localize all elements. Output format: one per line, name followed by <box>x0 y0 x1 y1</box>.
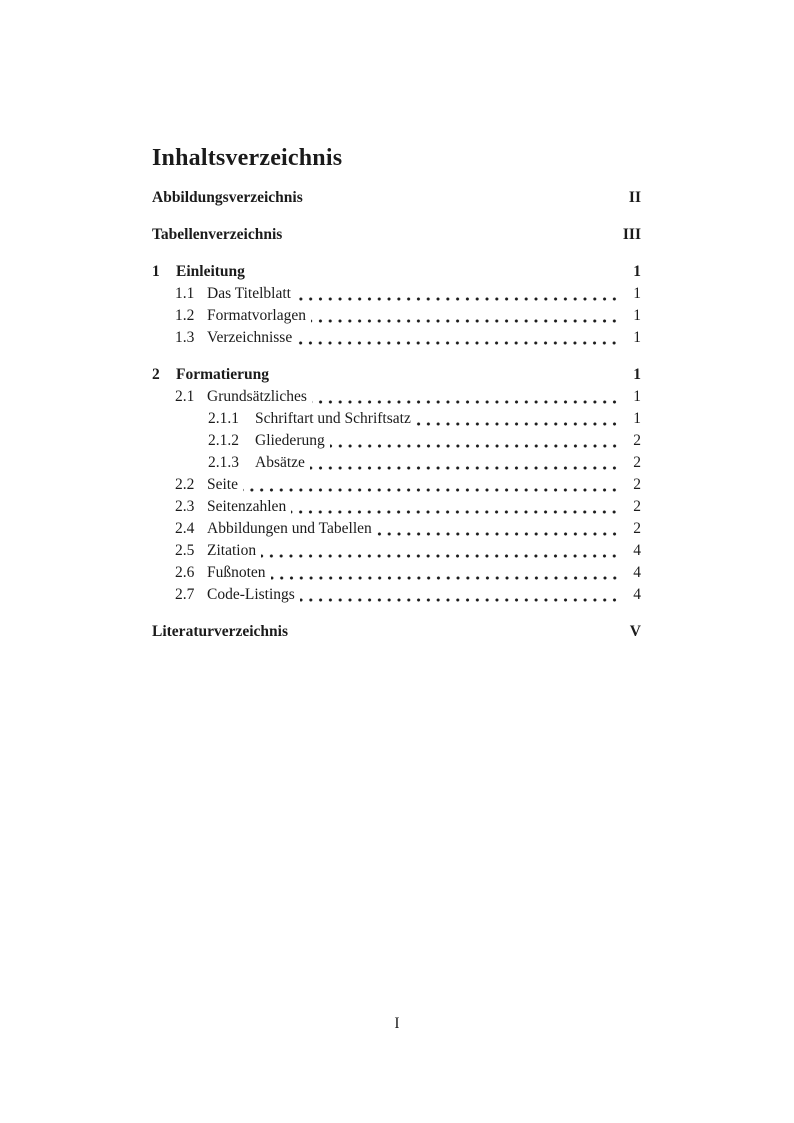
toc-entry-number: 2.1 <box>175 388 195 405</box>
toc-entry-page: 2 <box>633 498 641 515</box>
dot-leader <box>243 474 619 496</box>
toc-entry-label: Verzeichnisse <box>207 329 293 346</box>
dot-leader <box>250 261 619 283</box>
toc-entry-page: 4 <box>633 564 641 581</box>
toc-entry-number: 2.4 <box>175 520 195 537</box>
toc-entry-page: 1 <box>633 366 641 383</box>
toc-entry-label: Schriftart und Schriftsatz <box>255 410 411 427</box>
toc-entry[interactable] <box>152 283 641 305</box>
toc-entry[interactable] <box>152 562 641 584</box>
toc-entry-label: Absätze <box>255 454 305 471</box>
dot-leader <box>274 364 619 386</box>
toc-entry-label: Fußnoten <box>207 564 266 581</box>
toc-entry-label: Formatierung <box>176 366 269 383</box>
toc-entry[interactable] <box>152 224 641 246</box>
toc-entry-page: II <box>628 189 641 206</box>
toc-entry-label: Seitenzahlen <box>207 498 287 515</box>
toc-entry-number: 2.1.1 <box>208 410 239 427</box>
toc-entry-label: Einleitung <box>176 263 245 280</box>
toc-entry-page: 2 <box>633 432 641 449</box>
toc-entry-page: 1 <box>633 307 641 324</box>
toc-entry-number: 1.2 <box>175 307 195 324</box>
toc-entry-number: 2.5 <box>175 542 195 559</box>
dot-leader <box>377 518 619 540</box>
dot-leader <box>310 452 619 474</box>
toc-entry-label: Formatvorlagen <box>207 307 307 324</box>
toc-entry-label: Gliederung <box>255 432 325 449</box>
dot-leader <box>308 187 615 209</box>
toc-entry-page: 1 <box>633 285 641 302</box>
toc-entry[interactable] <box>152 496 641 518</box>
toc-entry[interactable] <box>152 327 641 349</box>
toc-entry-number: 2 <box>152 366 160 383</box>
toc-entry-label: Tabellenverzeichnis <box>152 226 283 243</box>
toc-entry-label: Grundsätzliches <box>207 388 307 405</box>
toc-entry-label: Seite <box>207 476 238 493</box>
toc-entry-page: V <box>629 623 641 640</box>
toc-entry-label: Code-Listings <box>207 586 295 603</box>
dot-leader <box>287 224 609 246</box>
toc-entry-number: 2.6 <box>175 564 195 581</box>
toc-list <box>152 187 641 643</box>
dot-leader <box>271 562 620 584</box>
toc-entry-label: Das Titelblatt <box>207 285 291 302</box>
toc-entry-label: Abbildungsverzeichnis <box>152 189 303 206</box>
dot-leader <box>291 496 619 518</box>
dot-leader <box>300 584 619 606</box>
toc-entry[interactable] <box>152 364 641 386</box>
toc-entry[interactable] <box>152 584 641 606</box>
dot-leader <box>293 621 616 643</box>
toc-entry[interactable] <box>152 430 641 452</box>
toc-entry-label: Literaturverzeichnis <box>152 623 289 640</box>
toc-entry[interactable] <box>152 518 641 540</box>
dot-leader <box>297 327 619 349</box>
toc-entry-number: 2.7 <box>175 586 195 603</box>
toc-entry-page: 4 <box>633 542 641 559</box>
toc-entry-number: 2.1.3 <box>208 454 239 471</box>
toc-entry-page: 2 <box>633 454 641 471</box>
toc-entry[interactable] <box>152 474 641 496</box>
toc-entry-page: 1 <box>633 263 641 280</box>
toc-entry[interactable] <box>152 305 641 327</box>
footer-page-number: I <box>394 1015 400 1032</box>
toc-entry-label: Zitation <box>207 542 257 559</box>
toc-entry-label: Abbildungen und Tabellen <box>207 520 372 537</box>
toc-entry-number: 2.2 <box>175 476 195 493</box>
toc-entry-number: 2.3 <box>175 498 195 515</box>
toc-entry[interactable] <box>152 540 641 562</box>
dot-leader <box>261 540 619 562</box>
toc-entry-page: 2 <box>633 520 641 537</box>
toc-content <box>152 144 641 643</box>
toc-entry-number: 2.1.2 <box>208 432 239 449</box>
toc-entry[interactable] <box>152 386 641 408</box>
toc-entry[interactable] <box>152 261 641 283</box>
toc-entry-page: III <box>622 226 641 243</box>
dot-leader <box>296 283 619 305</box>
toc-entry-page: 1 <box>633 329 641 346</box>
dot-leader <box>311 305 619 327</box>
toc-entry-number: 1.3 <box>175 329 195 346</box>
toc-entry[interactable] <box>152 452 641 474</box>
toc-entry[interactable] <box>152 408 641 430</box>
toc-entry-number: 1.1 <box>175 285 195 302</box>
toc-entry-number: 1 <box>152 263 160 280</box>
dot-leader <box>416 408 619 430</box>
toc-entry-page: 2 <box>633 476 641 493</box>
toc-entry[interactable] <box>152 187 641 209</box>
toc-entry-page: 1 <box>633 388 641 405</box>
dot-leader <box>312 386 619 408</box>
page-title: Inhaltsverzeichnis <box>152 145 343 171</box>
dot-leader <box>330 430 620 452</box>
toc-entry[interactable] <box>152 621 641 643</box>
toc-entry-page: 4 <box>633 586 641 603</box>
toc-entry-page: 1 <box>633 410 641 427</box>
